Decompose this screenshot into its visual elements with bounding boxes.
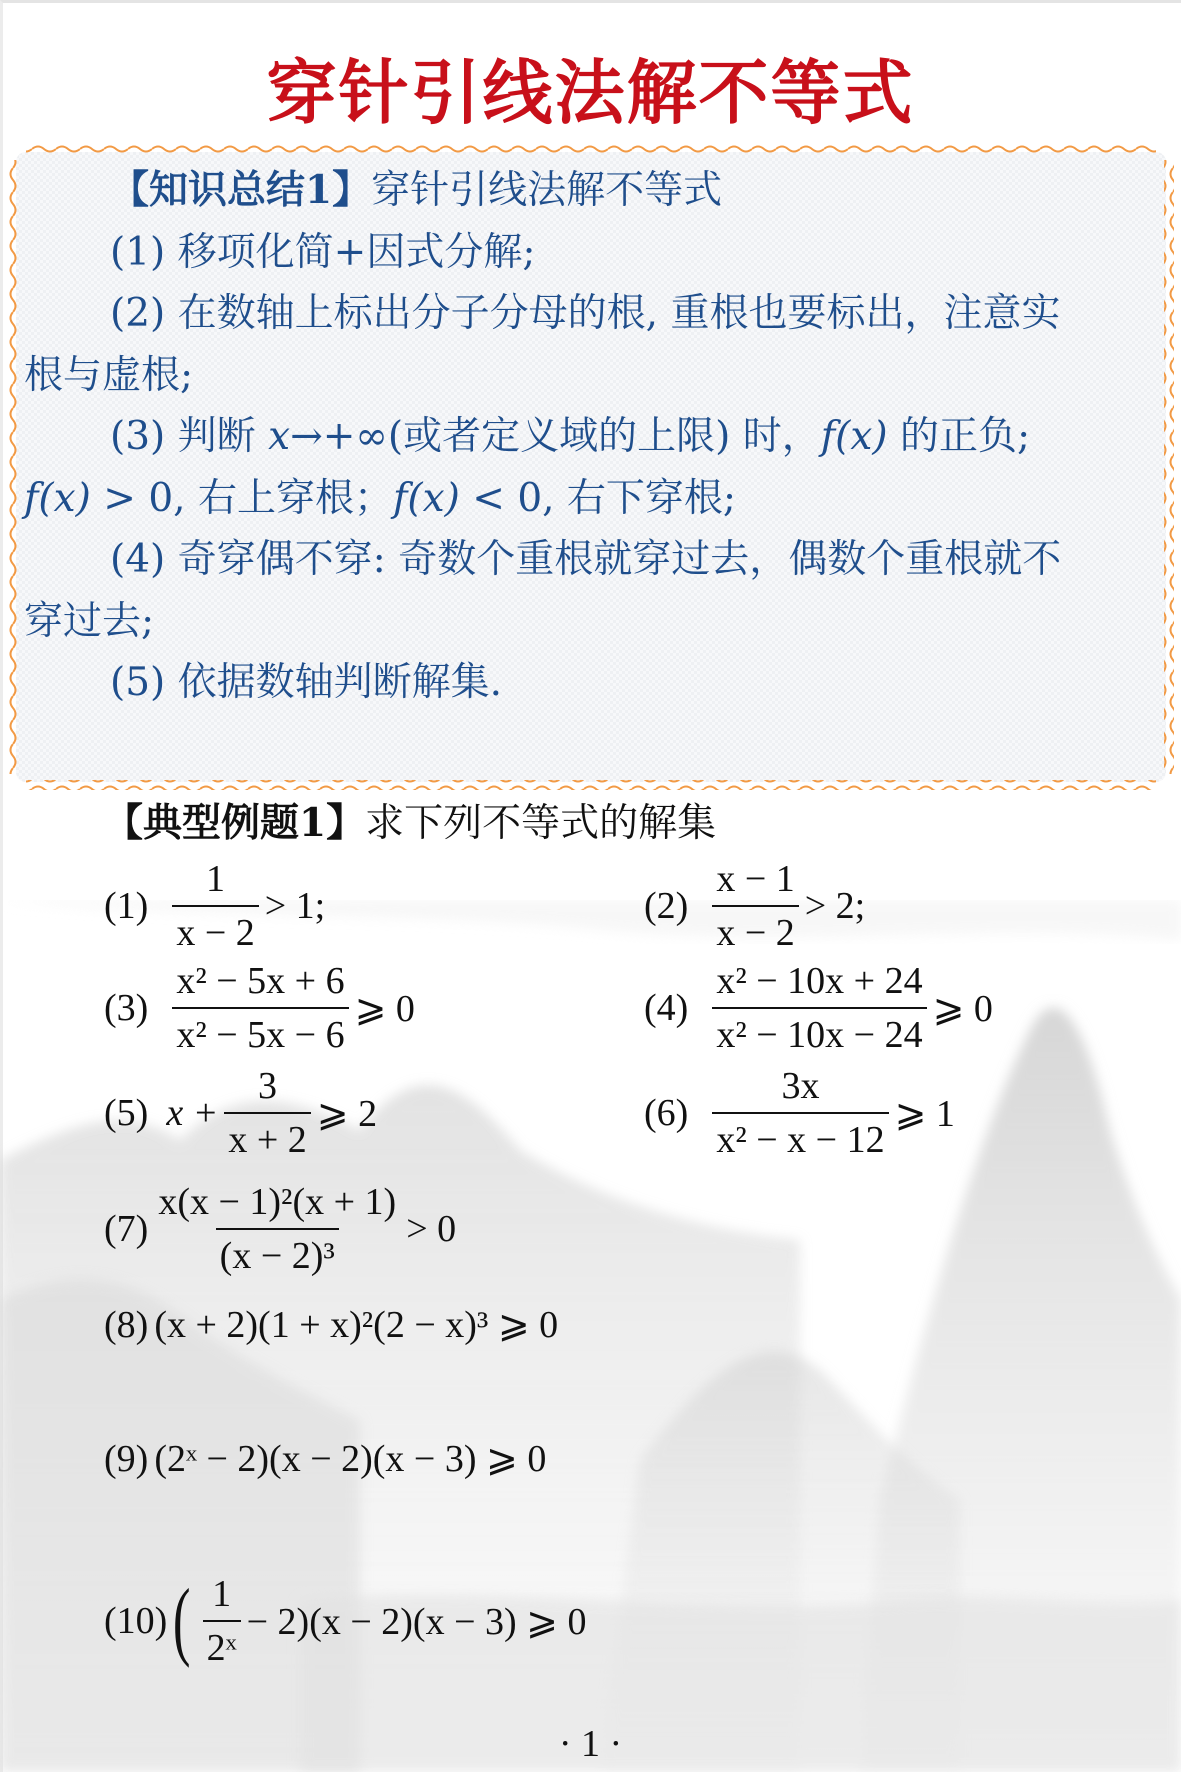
problem-9: (9) (2ˣ − 2)(x − 2)(x − 3) ⩾ 0 xyxy=(104,1437,547,1480)
problem-5: (5) x + $\frac{3}{x + 2}$ ⩾ 2 xyxy=(104,1062,377,1164)
problem-7: (7) $\frac{\text{x(x − 1)²(x + 1)}}{\text{(x − 2)³}}$ > 0 xyxy=(104,1178,456,1280)
page-number: · 1 · xyxy=(558,1723,623,1765)
summary-step-2-cont: 根与虚根; xyxy=(24,352,194,398)
summary-step-3: (3) 判断 x→+∞(或者定义域的上限) 时，f(x) 的正负; xyxy=(110,414,1031,459)
summary-step-3-cont: f(x) > 0, 右上穿根；f(x) < 0, 右下穿根; xyxy=(24,475,737,521)
problem-4: (4) $\frac{\text{x² − 10x + 24}}{\text{x² − 10x − 24}}$ ⩾ 0 xyxy=(644,957,993,1059)
summary-step-4-cont: 穿过去; xyxy=(24,598,155,644)
problem-6: (6) $\frac{3x}{\text{x² − x − 12}}$ ⩾ 1 xyxy=(644,1062,955,1164)
fraction: $\frac{\text{x² − 10x + 24}}{\text{x² − 10x − 24}}$ xyxy=(712,957,926,1059)
fraction: $\frac{1}{x - 2}$ xyxy=(172,855,258,957)
problem-3: (3) $\frac{\text{x² − 5x + 6}}{\text{x² − 5x − 6}}$ ⩾ 0 xyxy=(104,957,415,1059)
knowledge-summary-text xyxy=(24,160,1164,714)
fraction: $\frac{\text{x² − 5x + 6}}{\text{x² − 5x − 6}}$ xyxy=(172,957,348,1059)
fraction: $\frac{x - 1}{x - 2}$ xyxy=(712,855,798,957)
problem-2: (2) $\frac{x - 1}{x - 2}$ > 2; xyxy=(644,855,865,957)
fraction: $\frac{3x}{\text{x² − x − 12}}$ xyxy=(712,1062,888,1164)
summary-step-2: (2) 在数轴上标出分子分母的根, 重根也要标出，注意实 xyxy=(110,291,1061,336)
left-paren: ( xyxy=(173,1572,191,1669)
problem-1: (1) $\frac{1}{x - 2}$ > 1; xyxy=(104,855,325,957)
summary-step-4: (4) 奇穿偶不穿: 奇数个重根就穿过去，偶数个重根就不 xyxy=(110,537,1062,582)
fraction: $\frac{1}{\text{2ˣ}}$ xyxy=(203,1570,241,1672)
problem-10: (10) ( $\frac{1}{\text{2ˣ}}$ − 2)(x − 2)(x − 3) ⩾ 0 xyxy=(104,1570,587,1672)
fraction: $\frac{\text{x(x − 1)²(x + 1)}}{\text{(x − 2)³}}$ xyxy=(154,1178,400,1280)
page-title: 穿针引线法解不等式 xyxy=(266,52,915,134)
problem-8: (8) (x + 2)(1 + x)²(2 − x)³ ⩾ 0 xyxy=(104,1303,559,1346)
summary-step-1: (1) 移项化简+因式分解; xyxy=(110,229,536,275)
summary-heading: 【知识总结1】穿针引线法解不等式 xyxy=(110,167,723,213)
fraction: $\frac{3}{x + 2}$ xyxy=(224,1062,310,1164)
example-heading: 【典型例题1】求下列不等式的解集 xyxy=(104,800,717,846)
summary-step-5: (5) 依据数轴判断解集. xyxy=(110,660,503,705)
